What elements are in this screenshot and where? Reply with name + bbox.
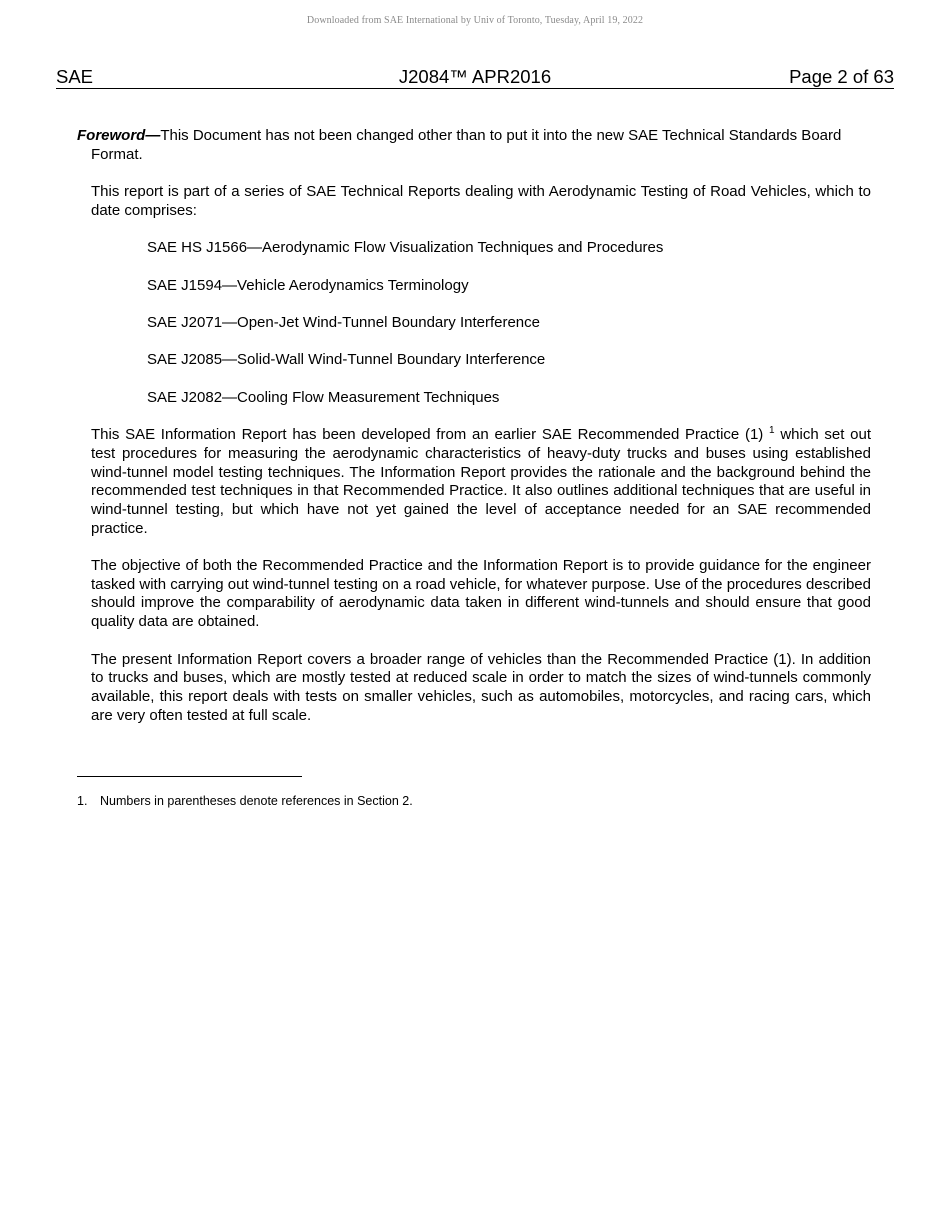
footnote-text: Numbers in parentheses denote references in Section 2. — [100, 794, 413, 808]
intro-paragraph: This report is part of a series of SAE Technical Reports dealing with Aerodynamic Testing of Road Vehicles, which to date comprises: — [91, 183, 871, 219]
header-document-id: J2084™ APR2016 — [398, 66, 552, 87]
download-watermark: Downloaded from SAE International by Univ of Toronto, Tuesday, April 19, 2022 — [306, 15, 644, 26]
document-body — [77, 127, 871, 744]
reference-list — [147, 239, 871, 407]
info-report-text-end: which set out test procedures for measuring the aerodynamic characteristics of heavy-duty trucks and buses using established wind-tunnel model testing techniques. The Information Report provides the rationale and the background behind the recommended test techniques in that Recommended Practice. It also outlines additional techniques that are useful in wind-tunnel testing, but which have not yet gained the level of acceptance needed for an SAE recommended practice. — [91, 426, 871, 537]
reference-item: SAE HS J1566—Aerodynamic Flow Visualization Techniques and Procedures — [147, 239, 664, 257]
foreword-text: This Document has not been changed other than to put it into the new SAE Technical Standards Board Format. — [91, 127, 842, 163]
footnote-number: 1. — [77, 794, 88, 808]
footnote-divider — [77, 776, 302, 777]
reference-item: SAE J2071—Open-Jet Wind-Tunnel Boundary Interference — [147, 313, 540, 331]
scope-paragraph: The present Information Report covers a broader range of vehicles than the Recommended Practice (1). In addition to trucks and buses, which are mostly tested at reduced scale in order to match the sizes of wind-tunnels commonly available, this report deals with tests on smaller vehicles, such as automobiles, motorcycles, and racing cars, which are very often tested at full scale. — [91, 650, 871, 724]
reference-item: SAE J2082—Cooling Flow Measurement Techniques — [147, 388, 500, 406]
objective-paragraph: The objective of both the Recommended Practice and the Information Report is to provide guidance for the engineer tasked with carrying out wind-tunnel testing on a road vehicle, for whatever purpose. Use of the procedures described should improve the comparability of aerodynamic data taken in different wind-tunnels and should ensure that good quality data are obtained. — [91, 557, 871, 631]
reference-item: SAE J2085—Solid-Wall Wind-Tunnel Boundary Interference — [147, 351, 546, 369]
footnote — [77, 794, 413, 809]
page-header — [56, 66, 894, 89]
reference-item: SAE J1594—Vehicle Aerodynamics Terminology — [147, 276, 469, 294]
footnote-marker[interactable]: 1 — [769, 425, 775, 437]
info-report-text-start: This SAE Information Report has been developed from an earlier SAE Recommended Practice (1) — [91, 426, 770, 444]
header-page-number: Page 2 of 63 — [789, 66, 894, 87]
info-report-paragraph — [91, 426, 871, 538]
foreword-paragraph — [77, 127, 871, 164]
foreword-heading: Foreword— — [77, 127, 161, 144]
header-org: SAE — [56, 66, 94, 87]
